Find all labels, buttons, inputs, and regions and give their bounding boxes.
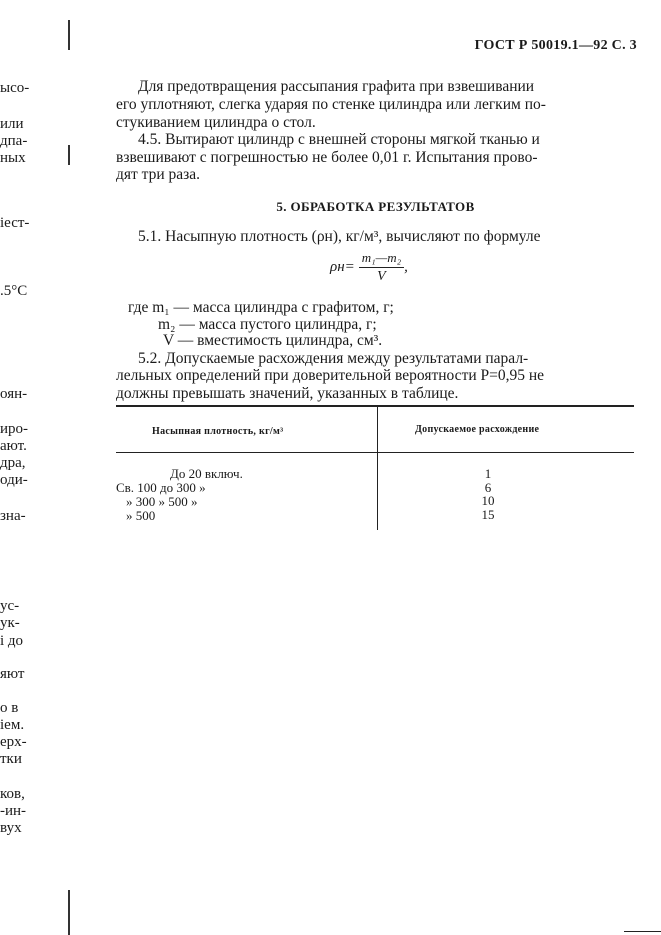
table-header-rule [116,452,634,453]
document-header: ГОСТ Р 50019.1—92 С. 3 [474,38,637,53]
density-formula [330,250,408,285]
margin-fragment: ус- [0,598,20,614]
table-cell-density: Св. 100 до 300 » [116,480,206,495]
margin-fragment: оян- [0,386,28,402]
paragraph-line: стукиванием цилиндра о стол. [116,114,316,131]
margin-fragment: ают. [0,438,27,454]
table-header-deviation: Допускаемое расхождение [415,424,540,435]
table-cell-density: » 300 » 500 » [126,494,198,509]
margin-fragment: іест- [0,215,30,231]
where-line: V — вместимость цилиндра, см³. [163,332,383,349]
margin-fragment: дпа- [0,133,28,149]
margin-fragment: дра, [0,455,26,471]
paragraph-line: 5.2. Допускаемые расхождения между результатами парал- [138,350,529,367]
paragraph-line: взвешивают с погрешностью не более 0,01 г. Испытания прово- [116,149,538,166]
margin-fragment: ных [0,150,26,166]
table-cell-deviation: 6 [484,480,492,495]
where-line: m₂ — масса пустого цилиндра, г; [158,316,377,333]
margin-fragment: і до [0,633,24,649]
table-header-density: Насыпная плотность, кг/м³ [152,426,284,437]
margin-fragment: іем. [0,717,25,733]
margin-fragment: -ин- [0,803,27,819]
margin-fragment: оди- [0,472,28,488]
section-heading: 5. ОБРАБОТКА РЕЗУЛЬТАТОВ [276,199,475,214]
binding-line [68,145,70,165]
margin-fragment: иро- [0,421,29,437]
formula-fraction [359,250,404,285]
binding-line [68,20,70,50]
table-cell-density: До 20 включ. [170,466,243,481]
paragraph-line: лельных определений при доверительной вероятности P=0,95 не [116,367,545,384]
paragraph-line: его уплотняют, слегка ударяя по стенке цилиндра или легким по- [116,96,546,113]
table-cell-deviation: 10 [481,493,495,508]
table-cell-deviation: 15 [481,507,495,522]
margin-fragment: ерх- [0,734,27,750]
margin-fragment: ук- [0,615,20,631]
table-cell-deviation: 1 [484,466,492,481]
margin-fragment: ысо- [0,80,30,96]
margin-fragment: ков, [0,786,25,802]
binding-line [68,890,70,935]
formula-denominator: V [377,269,386,284]
margin-fragment: о в [0,700,19,716]
formula-lhs: ρн= [330,258,355,275]
paragraph-line: Для предотвращения рассыпания графита при взвешивании [138,78,535,95]
margin-fragment: яют [0,666,25,682]
margin-fragment: или [0,116,24,132]
paragraph-line: должны превышать значений, указанных в таблице. [116,385,459,402]
table-column-rule [377,406,378,530]
paragraph-line: дят три раза. [116,166,201,183]
where-line: где m₁ — масса цилиндра с графитом, г; [128,299,394,316]
page-corner-mark [624,931,661,932]
margin-fragment: вух [0,820,22,836]
margin-fragment: тки [0,751,22,767]
margin-fragment: .5°C [0,283,28,299]
table-cell-density: » 500 [126,508,156,523]
paragraph-line: 4.5. Вытирают цилиндр с внешней стороны мягкой тканью и [138,131,540,148]
formula-tail: , [404,258,408,275]
paragraph-line: 5.1. Насыпную плотность (ρн), кг/м³, вычисляют по формуле [138,228,541,245]
formula-numerator: m₁—m₂ [359,250,404,268]
table-top-rule [116,405,634,407]
margin-fragment: зна- [0,508,26,524]
